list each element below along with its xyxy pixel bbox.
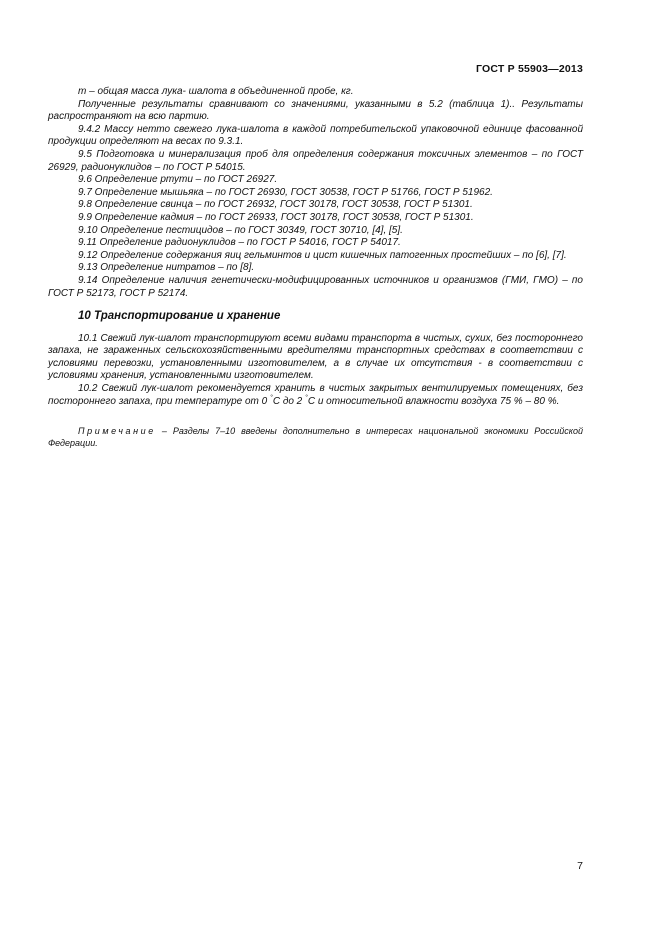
paragraph-9-9: 9.9 Определение кадмия – по ГОСТ 26933, ГОСТ 30178, ГОСТ 30538, ГОСТ Р 51301. [78, 211, 474, 223]
paragraph-9-11: 9.11 Определение радионуклидов – по ГОСТ Р 54016, ГОСТ Р 54017. [78, 237, 401, 249]
paragraph-9-8: 9.8 Определение свинца – по ГОСТ 26932, ГОСТ 30178, ГОСТ 30538, ГОСТ Р 51301. [78, 199, 473, 211]
paragraph-9-12: 9.12 Определение содержания яиц гельминтов и цист кишечных патогенных простейших – по [6], [7]. [78, 249, 567, 261]
paragraph-9-5: 9.5 Подготовка и минерализация проб для определения содержания токсичных элементов – по ГОСТ 26929, радионуклидов – по ГОСТ Р 54015. [48, 148, 583, 173]
paragraph-9-13: 9.13 Определение нитратов – по [8]. [78, 262, 255, 274]
paragraph-9-14: 9.14 Определение наличия генетически-модифицированных источников и организмов (ГМИ, ГМО) – по ГОСТ Р 52173, ГОСТ Р 52174. [48, 274, 583, 299]
note-label: Примечание [78, 426, 156, 437]
paragraph-10-2-part3: С и относительной влажности воздуха 75 % – 80 %. [307, 395, 560, 407]
degree-sign-1: ° [270, 394, 273, 402]
paragraph-9-7: 9.7 Определение мышьяка – по ГОСТ 26930, ГОСТ 30538, ГОСТ Р 51766, ГОСТ Р 51962. [78, 186, 493, 198]
document-id-header: ГОСТ Р 55903—2013 [475, 63, 583, 75]
section-10-heading: 10 Транспортирование и хранение [78, 310, 281, 323]
page-number: 7 [577, 860, 583, 872]
paragraph-results-comparison: Полученные результаты сравнивают со значениями, указанными в 5.2 (таблица 1).. Результаты распространяют на всю партию. [48, 98, 583, 123]
note-text: – Разделы 7–10 введены дополнительно в интересах национальной экономики Российской Федерации. [48, 426, 583, 448]
paragraph-10-2 [48, 383, 583, 408]
paragraph-mass-definition: m – общая масса лука- шалота в объединенной пробе, кг. [78, 86, 354, 97]
paragraph-10-1: 10.1 Свежий лук-шалот транспортируют всеми видами транспорта в чистых, сухих, без постороннего запаха, не зараженных сельскохозяйственными вредителями транспортных средствах в соответствии с условиями перевозки, установленными изготовителем, а в случае их отсутствия - в соответствии с условиями хранения, установленными изготовителем. [48, 332, 583, 382]
note [48, 426, 583, 449]
degree-sign-2: ° [305, 394, 308, 402]
paragraph-9-4-2: 9.4.2 Массу нетто свежего лука-шалота в каждой потребительской упаковочной единице фасованной продукции определяют на весах по 9.3.1. [48, 123, 583, 148]
paragraph-9-10: 9.10 Определение пестицидов – по ГОСТ 30349, ГОСТ 30710, [4], [5]. [78, 224, 403, 236]
page-content [48, 86, 583, 449]
paragraph-10-2-part1: 10.2 Свежий лук-шалот рекомендуется хранить в чистых закрытых вентилируемых помещениях, без постороннего запаха, при температуре от 0 [48, 383, 583, 407]
paragraph-9-6: 9.6 Определение ртути – по ГОСТ 26927. [78, 174, 278, 186]
paragraph-10-2-part2: С до 2 [272, 395, 306, 407]
